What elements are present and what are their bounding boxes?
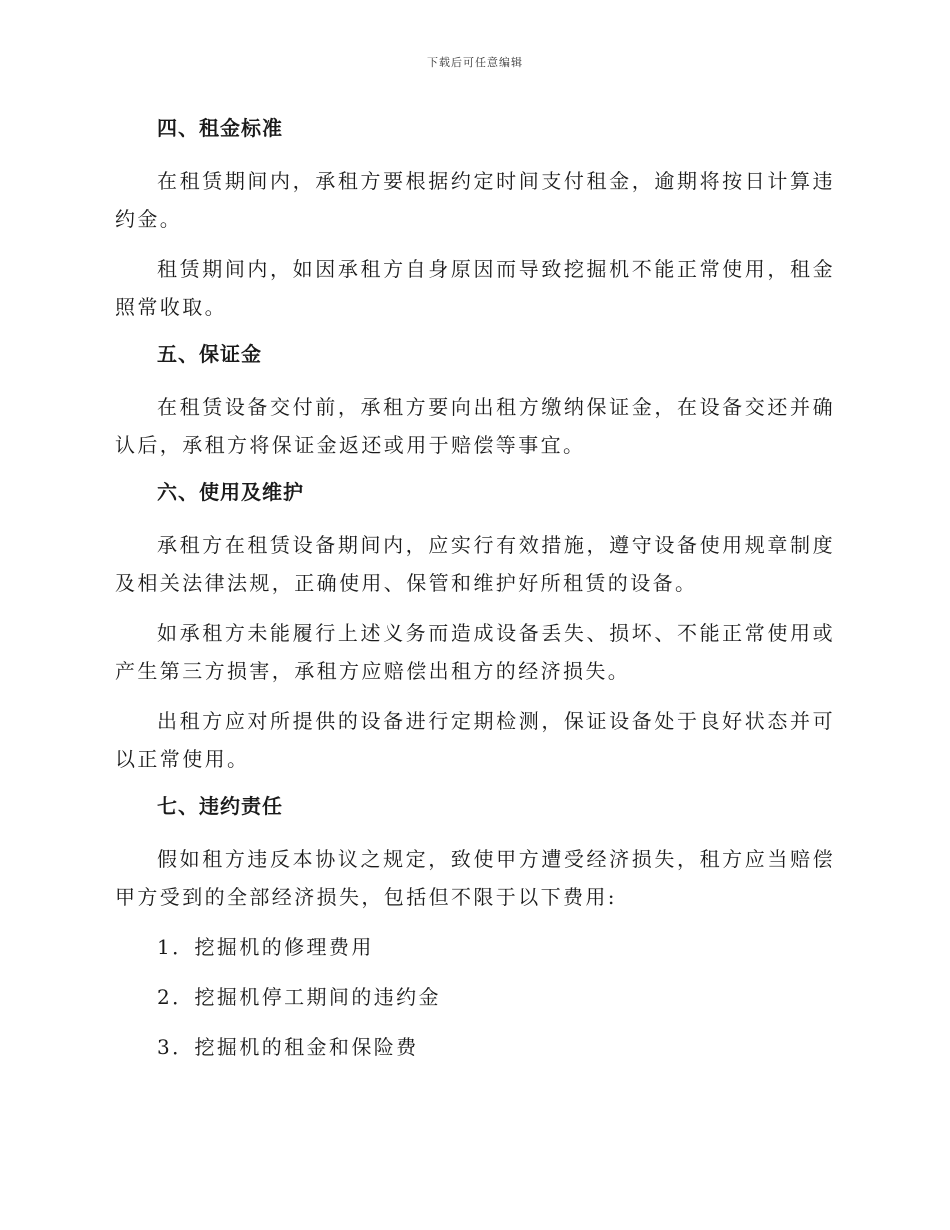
paragraph: 如承租方未能履行上述义务而造成设备丢失、损坏、不能正常使用或产生第三方损害，承租方应赔偿出租方的经济损失。 [115,621,835,683]
section-heading-rent: 四、租金标准 [157,116,283,140]
section-heading-use-maintenance: 六、使用及维护 [157,480,304,504]
section-heading-liability: 七、违约责任 [157,794,283,818]
paragraph: 假如租方违反本协议之规定，致使甲方遭受经济损失，租方应当赔偿甲方受到的全部经济损失，包括但不限于以下费用: [115,847,835,909]
paragraph: 在租赁期间内，承租方要根据约定时间支付租金，逾期将按日计算违约金。 [115,169,835,231]
page-header: 下载后可任意编辑 [427,56,523,69]
list-item: 3．挖掘机的租金和保险费 [157,1035,419,1059]
paragraph: 租赁期间内，如因承租方自身原因而导致挖掘机不能正常使用，租金照常收取。 [115,257,835,319]
list-item: 1．挖掘机的修理费用 [157,935,374,959]
list-item: 2．挖掘机停工期间的违约金 [157,985,441,1009]
document-body [115,112,835,1078]
section-heading-deposit: 五、保证金 [157,342,262,366]
paragraph: 在租赁设备交付前，承租方要向出租方缴纳保证金，在设备交还并确认后，承租方将保证金返还或用于赔偿等事宜。 [115,395,835,457]
paragraph: 承租方在租赁设备期间内，应实行有效措施，遵守设备使用规章制度及相关法律法规，正确使用、保管和维护好所租赁的设备。 [115,533,835,595]
paragraph: 出租方应对所提供的设备进行定期检测，保证设备处于良好状态并可以正常使用。 [115,709,835,771]
